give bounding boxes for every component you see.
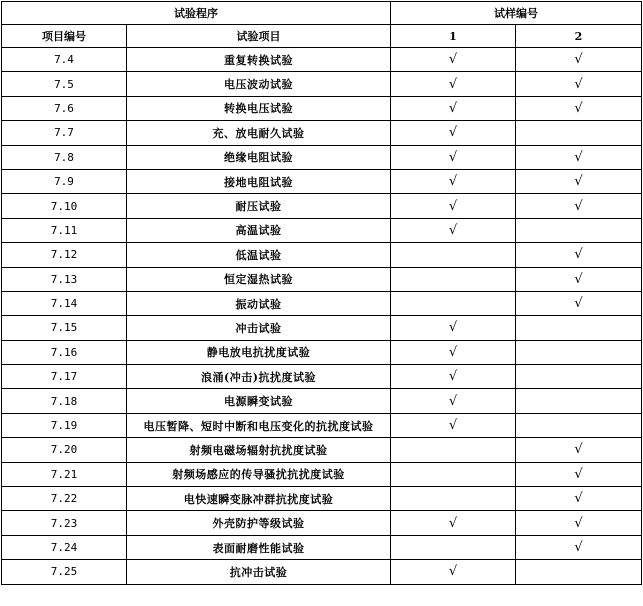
test-item-cell: 冲击试验 [127,316,391,340]
test-item-cell: 浪涌(冲击)抗扰度试验 [127,365,391,389]
sample-1-check-cell [391,243,516,267]
sample-1-check-cell: √ [391,389,516,413]
table-row [2,121,642,145]
sample-2-check-cell: √ [516,96,642,120]
sample-1-check-cell: √ [391,413,516,437]
test-item-cell: 射频场感应的传导骚扰抗扰度试验 [127,462,391,486]
test-item-cell: 接地电阻试验 [127,169,391,193]
item-number-cell: 7.22 [2,487,127,511]
sample-2-check-cell: √ [516,72,642,96]
item-number-cell: 7.18 [2,389,127,413]
sample-1-check-cell [391,462,516,486]
header-test-procedure: 试验程序 [2,2,391,25]
table-row [2,462,642,486]
sample-2-check-cell: √ [516,267,642,291]
sample-1-check-cell: √ [391,72,516,96]
item-number-cell: 7.15 [2,316,127,340]
item-number-cell: 7.4 [2,48,127,72]
table-row [2,438,642,462]
test-item-cell: 耐压试验 [127,194,391,218]
test-item-cell: 恒定湿热试验 [127,267,391,291]
item-number-cell: 7.8 [2,145,127,169]
item-number-cell: 7.11 [2,218,127,242]
header-sample-2: 2 [516,25,642,48]
item-number-cell: 7.13 [2,267,127,291]
test-item-cell: 电压波动试验 [127,72,391,96]
table-row [2,389,642,413]
sample-1-check-cell: √ [391,48,516,72]
sample-1-check-cell: √ [391,340,516,364]
test-item-cell: 低温试验 [127,243,391,267]
sample-1-check-cell: √ [391,194,516,218]
item-number-cell: 7.23 [2,511,127,535]
sample-2-check-cell [516,121,642,145]
sample-1-check-cell: √ [391,511,516,535]
sample-1-check-cell: √ [391,169,516,193]
sample-1-check-cell: √ [391,218,516,242]
sample-1-check-cell: √ [391,96,516,120]
sample-1-check-cell: √ [391,365,516,389]
sample-2-check-cell [516,389,642,413]
item-number-cell: 7.19 [2,413,127,437]
test-sample-table [1,1,642,585]
table-row [2,316,642,340]
sample-2-check-cell: √ [516,487,642,511]
item-number-cell: 7.20 [2,438,127,462]
sample-1-check-cell: √ [391,121,516,145]
table-body [2,48,642,585]
sample-2-check-cell [516,365,642,389]
item-number-cell: 7.12 [2,243,127,267]
table-row [2,194,642,218]
header-test-item: 试验项目 [127,25,391,48]
item-number-cell: 7.25 [2,560,127,584]
table-row [2,560,642,584]
item-number-cell: 7.16 [2,340,127,364]
header-sample-number: 试样编号 [391,2,642,25]
sample-1-check-cell [391,535,516,559]
sample-2-check-cell [516,413,642,437]
sample-2-check-cell: √ [516,194,642,218]
table-row [2,365,642,389]
table-row [2,487,642,511]
table-row [2,96,642,120]
sample-1-check-cell: √ [391,316,516,340]
test-item-cell: 射频电磁场辐射抗扰度试验 [127,438,391,462]
table-row [2,413,642,437]
test-item-cell: 振动试验 [127,291,391,315]
item-number-cell: 7.7 [2,121,127,145]
test-item-cell: 抗冲击试验 [127,560,391,584]
item-number-cell: 7.17 [2,365,127,389]
table-row [2,243,642,267]
table-row [2,218,642,242]
test-item-cell: 电源瞬变试验 [127,389,391,413]
test-item-cell: 静电放电抗扰度试验 [127,340,391,364]
table-row [2,340,642,364]
table-row [2,267,642,291]
sample-2-check-cell: √ [516,145,642,169]
item-number-cell: 7.14 [2,291,127,315]
sample-1-check-cell [391,291,516,315]
test-item-cell: 高温试验 [127,218,391,242]
sample-1-check-cell [391,267,516,291]
item-number-cell: 7.10 [2,194,127,218]
sample-1-check-cell [391,487,516,511]
table-row [2,169,642,193]
item-number-cell: 7.9 [2,169,127,193]
table-row [2,48,642,72]
table-row [2,145,642,169]
sample-2-check-cell: √ [516,291,642,315]
table-row [2,511,642,535]
header-row-top [2,2,642,25]
sample-2-check-cell [516,340,642,364]
sample-2-check-cell [516,560,642,584]
test-item-cell: 电压暂降、短时中断和电压变化的抗扰度试验 [127,413,391,437]
sample-2-check-cell: √ [516,243,642,267]
test-item-cell: 表面耐磨性能试验 [127,535,391,559]
test-item-cell: 充、放电耐久试验 [127,121,391,145]
sample-2-check-cell [516,316,642,340]
table-row [2,291,642,315]
header-row-sub [2,25,642,48]
sample-2-check-cell: √ [516,169,642,193]
sample-1-check-cell: √ [391,560,516,584]
test-item-cell: 绝缘电阻试验 [127,145,391,169]
sample-2-check-cell: √ [516,48,642,72]
sample-2-check-cell: √ [516,511,642,535]
item-number-cell: 7.5 [2,72,127,96]
sample-2-check-cell: √ [516,535,642,559]
header-item-number: 项目编号 [2,25,127,48]
sample-2-check-cell: √ [516,438,642,462]
sample-2-check-cell [516,218,642,242]
table-row [2,535,642,559]
table-row [2,72,642,96]
item-number-cell: 7.6 [2,96,127,120]
test-item-cell: 外壳防护等级试验 [127,511,391,535]
item-number-cell: 7.21 [2,462,127,486]
sample-2-check-cell: √ [516,462,642,486]
test-item-cell: 电快速瞬变脉冲群抗扰度试验 [127,487,391,511]
sample-1-check-cell: √ [391,145,516,169]
sample-1-check-cell [391,438,516,462]
test-item-cell: 转换电压试验 [127,96,391,120]
test-item-cell: 重复转换试验 [127,48,391,72]
item-number-cell: 7.24 [2,535,127,559]
header-sample-1: 1 [391,25,516,48]
